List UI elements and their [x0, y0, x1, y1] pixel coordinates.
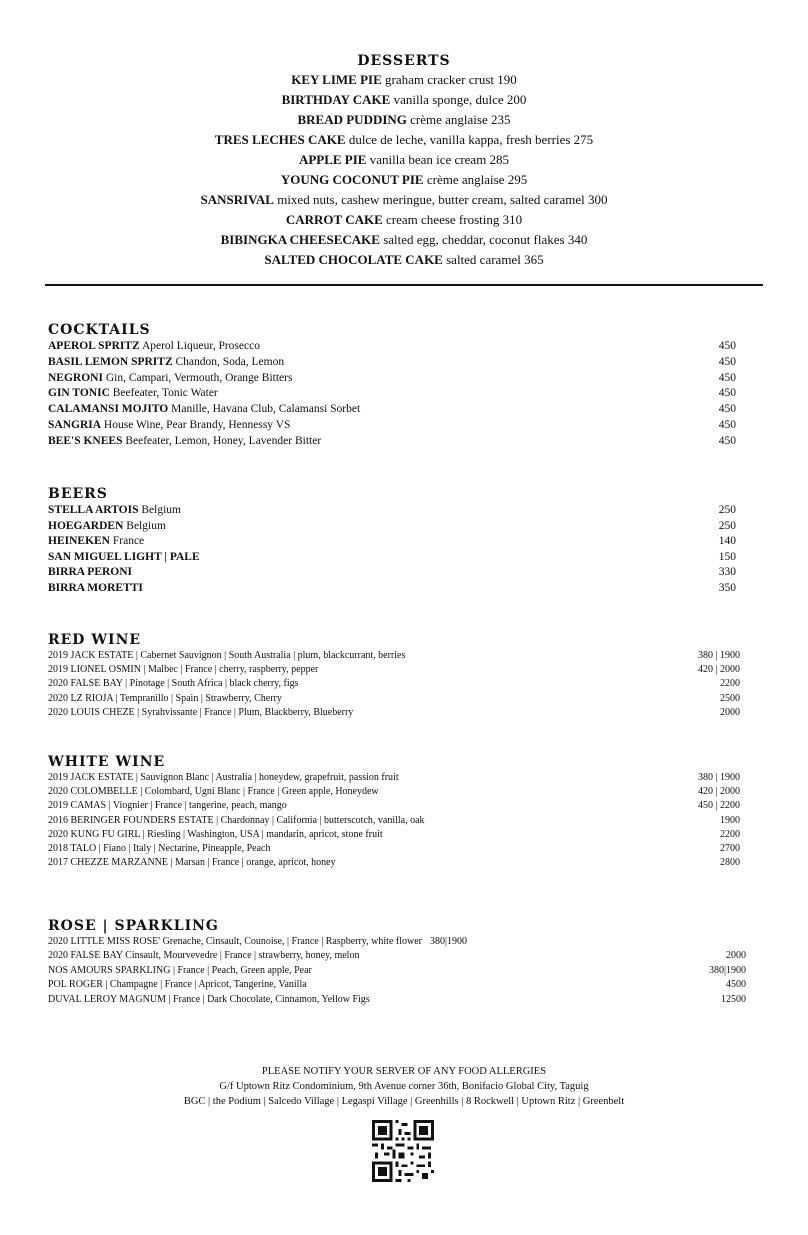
price	[656, 935, 746, 949]
cocktail-item: BASIL LEMON SPRITZ Chandon, Soda, Lemon 450	[48, 355, 748, 371]
price: 450	[718, 371, 736, 384]
beers-title: BEERS	[48, 486, 108, 502]
price: 420 | 2000	[697, 786, 740, 798]
price: 250	[718, 519, 736, 532]
desserts-title: DESSERTS	[357, 53, 451, 69]
white-wine-section	[48, 754, 748, 870]
qr-code-icon	[372, 1120, 434, 1182]
price: 380 | 1900	[697, 772, 740, 783]
price: 2200	[720, 828, 740, 840]
price: 2000	[726, 950, 746, 962]
white-wine-item: 2017 CHEZZE MARZANNE | Marsan | France | orange, apricot, honey 2800	[48, 856, 748, 870]
beer-item: HOEGARDEN Belgium 250	[48, 519, 748, 535]
price: 380|1900	[429, 936, 467, 947]
beer-item: SAN MIGUEL LIGHT | PALE 150	[48, 550, 748, 566]
red-wine-item: 2020 LZ RIOJA | Tempranillo | Spain | Strawberry, Cherry 2500	[48, 692, 748, 706]
dessert-item: BIRTHDAY CAKE vanilla sponge, dulce 200	[281, 92, 527, 107]
rose-sparkling-title: ROSE | SPARKLING	[48, 918, 219, 934]
price: 250	[718, 504, 736, 516]
dessert-item: TRES LECHES CAKE dulce de leche, vanilla kappa, fresh berries 275	[214, 132, 594, 147]
dessert-item: BREAD PUDDING crème anglaise 235	[297, 112, 511, 127]
white-wine-item: 2018 TALO | Fiano | Italy | Nectarine, Pineapple, Peach 2700	[48, 842, 748, 856]
price: 350	[718, 581, 736, 594]
address: G/f Uptown Ritz Condominium, 9th Avenue corner 36th, Bonifacio Global City, Taguig	[219, 1081, 589, 1092]
beer-item: BIRRA MORETTI 350	[48, 581, 748, 597]
red-wine-item: 2020 FALSE BAY | Pinotage | South Africa | black cherry, figs 2200	[48, 677, 748, 691]
cocktail-item: NEGRONI Gin, Campari, Vermouth, Orange Bitters 450	[48, 371, 748, 387]
footer	[0, 1064, 808, 1109]
price: 420 | 2000	[697, 664, 740, 676]
white-wine-title: WHITE WINE	[48, 754, 166, 770]
cocktail-item: CALAMANSI MOJITO Manille, Havana Club, Calamansi Sorbet 450	[48, 402, 748, 418]
red-wine-section	[48, 632, 748, 720]
cocktail-item: GIN TONIC Beefeater, Tonic Water 450	[48, 386, 748, 402]
red-wine-item: 2019 LIONEL OSMIN | Malbec | France | cherry, raspberry, pepper 420 | 2000	[48, 663, 748, 677]
white-wine-item: 2020 COLOMBELLE | Colombard, Ugni Blanc | France | Green apple, Honeydew 420 | 2000	[48, 785, 748, 799]
white-wine-item: 2019 CAMAS | Viognier | France | tangerine, peach, mango 450 | 2200	[48, 799, 748, 813]
price: 450	[718, 403, 736, 416]
price: 2800	[720, 857, 740, 869]
price: 450	[718, 434, 736, 447]
dessert-item: CARROT CAKE cream cheese frosting 310	[285, 212, 523, 227]
cocktails-title: COCKTAILS	[48, 322, 151, 338]
rose-item: 2020 FALSE BAY Cinsault, Mourvevedre | France | strawberry, honey, melon 2000	[48, 949, 748, 963]
rose-item: 2020 LITTLE MISS ROSE' Grenache, Cinsault, Counoise, | France | Raspberry, white flower 380|1900	[48, 935, 748, 949]
dessert-item: BIBINGKA CHEESECAKE salted egg, cheddar, coconut flakes 340	[220, 232, 588, 247]
price: 450	[718, 355, 736, 368]
price: 380|1900	[708, 964, 746, 976]
section-divider	[45, 284, 763, 286]
white-wine-item: 2016 BERINGER FOUNDERS ESTATE | Chardonnay | California | butterscotch, vanilla, oak 1900	[48, 814, 748, 828]
sparkling-item: DUVAL LEROY MAGNUM | France | Dark Chocolate, Cinnamon, Yellow Figs 12500	[48, 993, 748, 1007]
cocktail-item: SANGRIA House Wine, Pear Brandy, Hennessy VS 450	[48, 418, 748, 434]
dessert-item: SALTED CHOCOLATE CAKE salted caramel 365	[264, 252, 544, 267]
price: 1900	[720, 814, 740, 826]
price: 450	[718, 387, 736, 400]
beer-item: STELLA ARTOIS Belgium 250	[48, 503, 748, 519]
price: 2500	[720, 692, 740, 704]
white-wine-item: 2020 KUNG FU GIRL | Riesling | Washington, USA | mandarin, apricot, stone fruit 2200	[48, 828, 748, 842]
red-wine-title: RED WINE	[48, 632, 142, 648]
dessert-item: APPLE PIE vanilla bean ice cream 285	[298, 152, 510, 167]
cocktails-section	[48, 322, 748, 450]
beer-item: HEINEKEN France 140	[48, 534, 748, 550]
sparkling-item: NOS AMOURS SPARKLING | France | Peach, Green apple, Pear 380|1900	[48, 964, 748, 978]
price: 2000	[720, 706, 740, 718]
desserts-section	[0, 52, 808, 270]
price: 380 | 1900	[697, 650, 740, 661]
beers-section	[48, 486, 748, 597]
sparkling-item: POL ROGER | Champagne | France | Apricot, Tangerine, Vanilla 4500	[48, 978, 748, 992]
price: 450	[718, 340, 736, 352]
allergy-notice: PLEASE NOTIFY YOUR SERVER OF ANY FOOD ALLERGIES	[261, 1066, 547, 1077]
price: 150	[718, 550, 736, 563]
cocktail-item: APEROL SPRITZ Aperol Liqueur, Prosecco 450	[48, 339, 748, 355]
locations: BGC | the Podium | Salcedo Village | Legaspi Village | Greenhills | 8 Rockwell | Uptown Ritz | Greenbelt	[183, 1096, 625, 1107]
price: 450 | 2200	[697, 800, 740, 812]
red-wine-item: 2019 JACK ESTATE | Cabernet Sauvignon | South Australia | plum, blackcurrant, berries 380 | 1900	[48, 649, 748, 663]
price: 330	[718, 566, 736, 579]
dessert-item: KEY LIME PIE graham cracker crust 190	[291, 72, 517, 87]
price: 12500	[721, 993, 746, 1005]
price: 2200	[720, 678, 740, 690]
rose-sparkling-section	[48, 918, 748, 1007]
white-wine-item: 2019 JACK ESTATE | Sauvignon Blanc | Australia | honeydew, grapefruit, passion fruit 380 | 1900	[48, 771, 748, 785]
cocktail-item: BEE'S KNEES Beefeater, Lemon, Honey, Lavender Bitter 450	[48, 434, 748, 450]
red-wine-item: 2020 LOUIS CHEZE | Syrahvissante | France | Plum, Blackberry, Blueberry 2000	[48, 706, 748, 720]
price: 4500	[726, 979, 746, 991]
dessert-item: SANSRIVAL mixed nuts, cashew meringue, butter cream, salted caramel 300	[200, 192, 608, 207]
price: 140	[718, 535, 736, 548]
dessert-item: YOUNG COCONUT PIE crème anglaise 295	[280, 172, 528, 187]
price: 2700	[720, 843, 740, 855]
price: 450	[718, 418, 736, 431]
beer-item: BIRRA PERONI 330	[48, 565, 748, 581]
